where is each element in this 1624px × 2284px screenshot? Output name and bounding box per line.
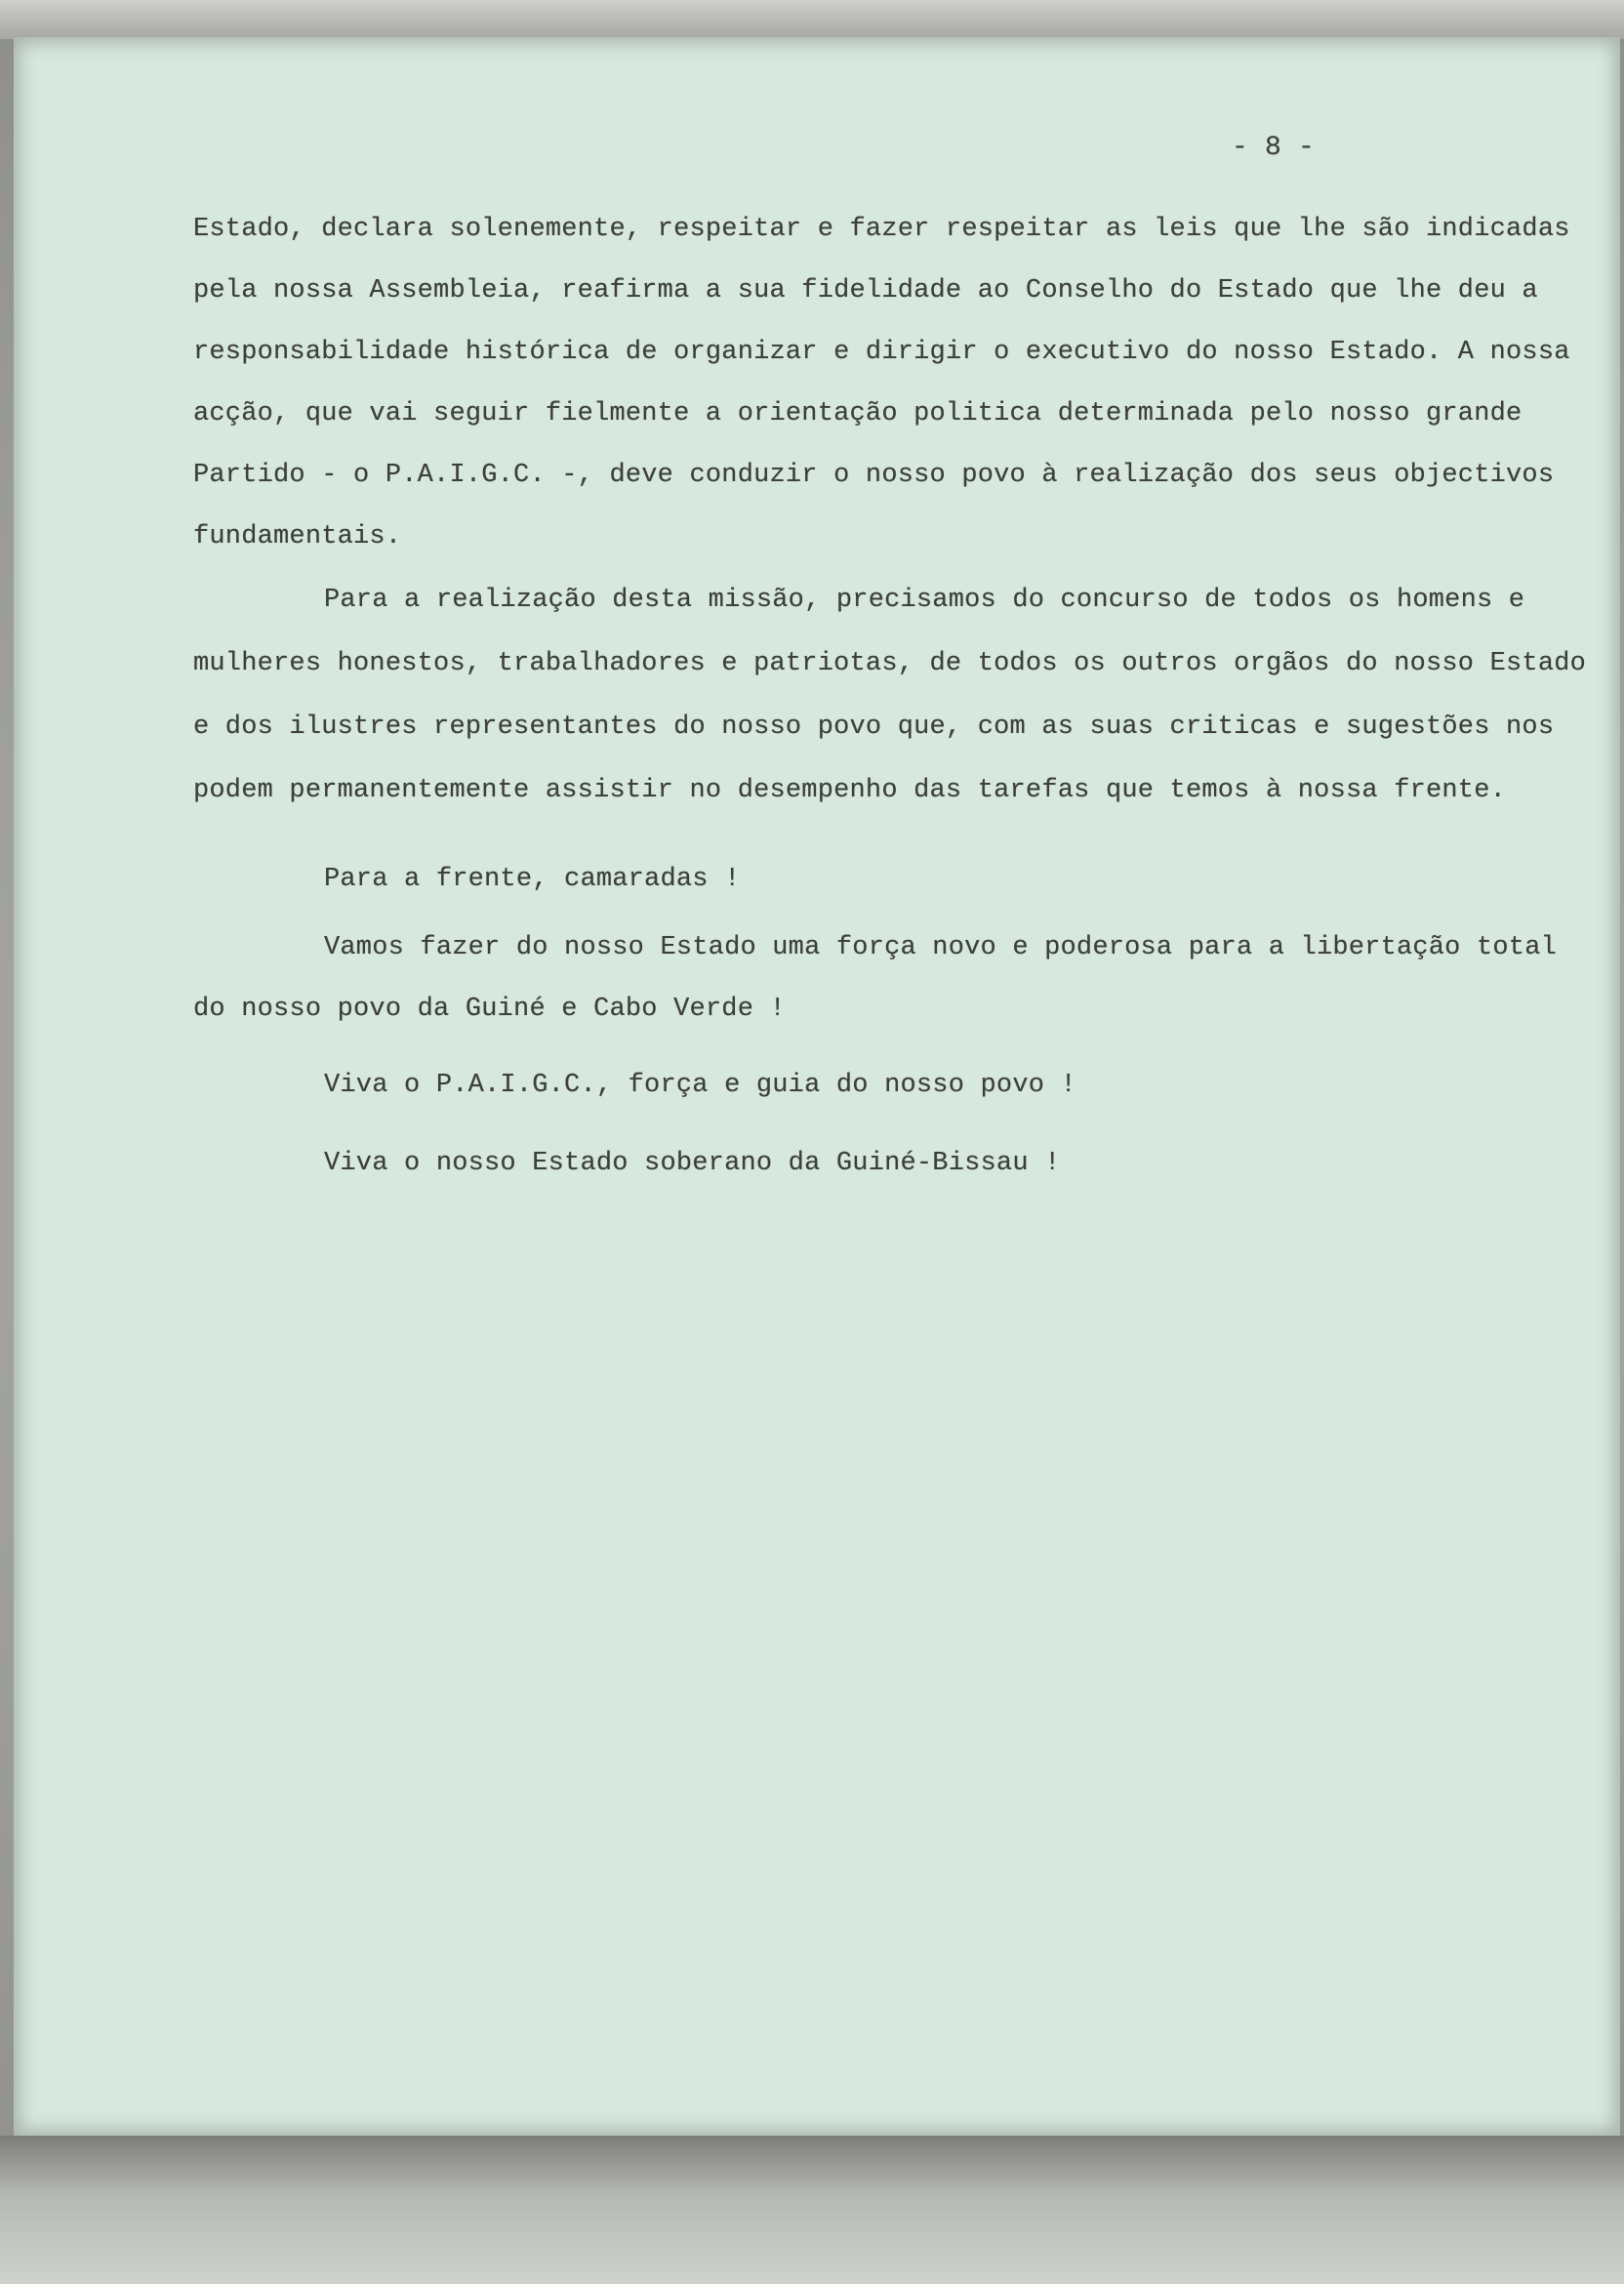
page-number: - 8 -	[1232, 133, 1316, 163]
text-line: Vamos fazer do nosso Estado uma força novo e poderosa para a libertação total	[324, 933, 1558, 962]
text-line: Para a frente, camaradas !	[324, 865, 741, 894]
scan-bottom-edge	[0, 2136, 1624, 2284]
text-line: e dos ilustres representantes do nosso povo que, com as suas criticas e sugestões nos	[193, 713, 1555, 742]
text-line: Para a realização desta missão, precisamos do concurso de todos os homens e	[324, 586, 1525, 615]
text-line: do nosso povo da Guiné e Cabo Verde !	[193, 995, 786, 1024]
text-line: acção, que vai seguir fielmente a orientação politica determinada pelo nosso grande	[193, 399, 1522, 428]
text-line: responsabilidade histórica de organizar e dirigir o executivo do nosso Estado. A nossa	[193, 338, 1570, 367]
text-line: podem permanentemente assistir no desempenho das tarefas que temos à nossa frente.	[193, 776, 1507, 805]
scan-top-edge	[0, 0, 1624, 39]
text-line: Viva o nosso Estado soberano da Guiné-Bissau !	[324, 1149, 1061, 1178]
text-line: Estado, declara solenemente, respeitar e fazer respeitar as leis que lhe são indicadas	[193, 215, 1570, 244]
text-line: fundamentais.	[193, 522, 402, 551]
text-line: mulheres honestos, trabalhadores e patriotas, de todos os outros orgãos do nosso Estado	[193, 649, 1587, 678]
text-line: pela nossa Assembleia, reafirma a sua fidelidade ao Conselho do Estado que lhe deu a	[193, 276, 1538, 306]
text-line: Partido - o P.A.I.G.C. -, deve conduzir o nosso povo à realização dos seus objectivos	[193, 461, 1555, 490]
text-line: Viva o P.A.I.G.C., força e guia do nosso povo !	[324, 1071, 1076, 1100]
